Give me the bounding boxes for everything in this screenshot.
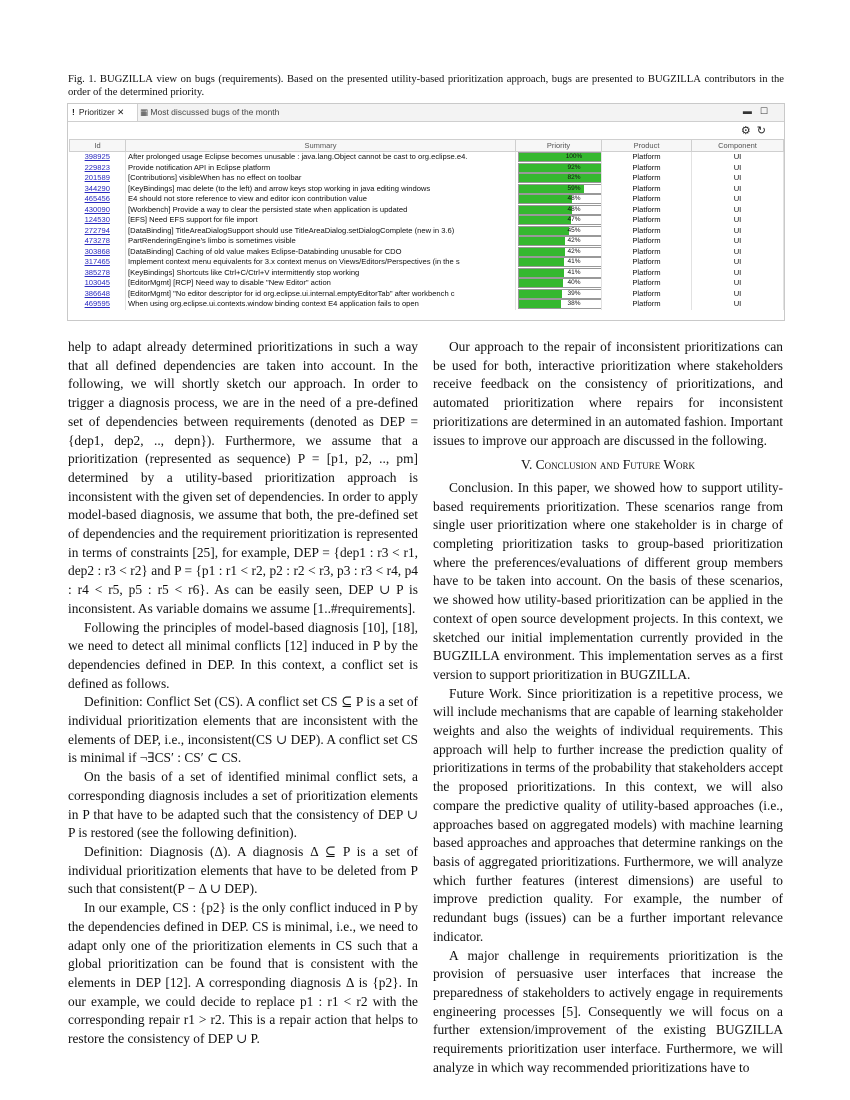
priority-bar [518, 299, 602, 309]
bug-summary: [Contributions] visibleWhen has no effect on toolbar [126, 173, 516, 184]
table-row[interactable] [70, 226, 784, 237]
bug-table [69, 139, 784, 310]
bug-summary: After prolonged usage Eclipse becomes unusable : java.lang.Object cannot be cast to org.eclipse.e4. [126, 152, 516, 163]
bug-id-link[interactable]: 124530 [70, 215, 126, 226]
definition-conflict-set: Definition: Conflict Set (CS). A conflict set CS ⊆ P is a set of individual prioritization elements that are inconsistent with the elements of DEP, i.e., inconsistent(CS ∪ DEP). A conflict set CS is minimal if ¬∃CS′ : CS′ ⊂ CS. [68, 694, 418, 766]
bug-component: UI [692, 299, 784, 310]
table-row[interactable] [70, 194, 784, 205]
bugzilla-prioritizer-view [67, 103, 785, 321]
bug-summary: [Workbench] Provide a way to clear the persisted state when application is updated [126, 205, 516, 216]
bug-id-link[interactable]: 303868 [70, 247, 126, 258]
bug-component: UI [692, 257, 784, 268]
priority-cell [516, 184, 602, 195]
table-row[interactable] [70, 247, 784, 258]
table-row[interactable] [70, 268, 784, 279]
bug-product: Platform [602, 152, 692, 163]
table-row[interactable] [70, 289, 784, 300]
bug-product: Platform [602, 205, 692, 216]
bug-component: UI [692, 173, 784, 184]
priority-label: 48% [567, 205, 581, 213]
priority-label: 42% [567, 247, 581, 255]
table-row[interactable] [70, 152, 784, 163]
bug-summary: E4 should not store reference to view and editor icon contribution value [126, 194, 516, 205]
priority-bar [518, 257, 602, 267]
paragraph: A major challenge in requirements prioritization is the provision of persuasive user interfaces that increase the preparedness of stakeholders to actively engage in requirements engineering processes [5]. Consequently we will focus on a further extension/improvement of the existing BUGZILLA requirements prioritization user interface. Furthermore, we will analyze in which way recommended prioritizations have to [433, 947, 783, 1075]
priority-bar [518, 205, 602, 215]
priority-label: 41% [567, 258, 581, 266]
priority-bar [518, 268, 602, 278]
priority-label: 39% [567, 289, 581, 297]
bug-summary: [KeyBindings] mac delete (to the left) and arrow keys stop working in java editing windows [126, 184, 516, 195]
table-row[interactable] [70, 257, 784, 268]
table-row[interactable] [70, 236, 784, 247]
bug-component: UI [692, 152, 784, 163]
priority-bar [518, 289, 602, 299]
priority-label: 40% [567, 279, 581, 287]
bug-component: UI [692, 226, 784, 237]
bug-product: Platform [602, 184, 692, 195]
priority-label: 38% [567, 300, 581, 308]
priority-cell [516, 289, 602, 300]
bug-summary: PartRenderingEngine's limbo is sometimes visible [126, 236, 516, 247]
table-header [70, 140, 784, 152]
bug-component: UI [692, 289, 784, 300]
right-text-column [433, 338, 783, 1077]
bug-component: UI [692, 278, 784, 289]
view-toolbar [68, 122, 784, 139]
bug-id-link[interactable]: 465456 [70, 194, 126, 205]
bug-id-link[interactable]: 344290 [70, 184, 126, 195]
bug-product: Platform [602, 173, 692, 184]
paragraph: Following the principles of model-based diagnosis [10], [18], we need to detect all minimal conflicts [12] induced in P by the dependencies defined in DEP. In this context, a conflict set is defined as follows. [68, 619, 418, 691]
paragraph: Our approach to the repair of inconsistent prioritizations can be used for both, interactive prioritization where stakeholders receive feedback on the consistency of prioritizations, and automated prioritization where repairs for inconsistent prioritizations are determined in an automated fashion. Important issues to improve our approach are discussed in the following. [433, 339, 783, 448]
bug-product: Platform [602, 278, 692, 289]
view-tab-bar [68, 104, 784, 122]
table-row[interactable] [70, 205, 784, 216]
priority-cell [516, 247, 602, 258]
figure-caption: Fig. 1. BUGZILLA view on bugs (requirements). Based on the presented utility-based prioritization approach, bugs are presented to BUGZILLA contributors in the order of the determined priority. [68, 74, 785, 98]
bug-id-link[interactable]: 469595 [70, 299, 126, 310]
table-row[interactable] [70, 184, 784, 195]
priority-cell [516, 163, 602, 174]
table-row[interactable] [70, 163, 784, 174]
priority-cell [516, 205, 602, 216]
priority-cell [516, 215, 602, 226]
priority-label: 59% [567, 184, 581, 192]
table-row[interactable] [70, 173, 784, 184]
bug-component: UI [692, 194, 784, 205]
priority-bar [518, 236, 602, 246]
priority-cell [516, 278, 602, 289]
priority-label: 45% [567, 226, 581, 234]
bug-summary: [DataBinding] Caching of old value makes Eclipse-Databinding unusable for CDO [126, 247, 516, 258]
bug-product: Platform [602, 236, 692, 247]
bug-product: Platform [602, 299, 692, 310]
bug-summary: When using org.eclipse.ui.contexts.window binding context E4 application fails to open [126, 299, 516, 310]
column-header-product[interactable]: Product [602, 140, 692, 152]
tab-most-discussed[interactable]: ▦ Most discussed bugs of the month [140, 107, 280, 117]
bug-component: UI [692, 205, 784, 216]
column-header-summary[interactable]: Summary [126, 140, 516, 152]
priority-cell [516, 236, 602, 247]
bug-product: Platform [602, 247, 692, 258]
priority-cell [516, 194, 602, 205]
refresh-icon[interactable]: ↻ [756, 125, 772, 137]
bug-product: Platform [602, 289, 692, 300]
bug-component: UI [692, 268, 784, 279]
tab-prioritizer[interactable]: ! Prioritizer ✕ [68, 104, 138, 121]
table-row[interactable] [70, 278, 784, 289]
bug-id-link[interactable]: 272794 [70, 226, 126, 237]
bug-id-link[interactable]: 103045 [70, 278, 126, 289]
definition-diagnosis: Definition: Diagnosis (Δ). A diagnosis Δ ⊆ P is a set of individual prioritization elements that have to be deleted from P such that consistent(P − Δ ∪ DEP). [68, 843, 418, 897]
paragraph: In our example, CS : {p2} is the only conflict induced in P by the dependencies defined in DEP. CS is minimal, i.e., we need to adapt only one of the prioritization elements in CS such that a global prioritization can be found that is consistent with the elements in DEP [12]. A corresponding diagnosis Δ is {p2}. In our example, we could decide to replace p1 : r1 < r2 with the corresponding repair r1 > r2. This is a repair action that helps to restore the consistency of DEP ∪ P. [68, 900, 418, 1047]
priority-cell [516, 257, 602, 268]
bug-id-link[interactable]: 317465 [70, 257, 126, 268]
priority-label: 92% [567, 163, 581, 171]
left-text-column [68, 338, 418, 1049]
bug-id-link[interactable]: 398925 [70, 152, 126, 163]
bug-product: Platform [602, 257, 692, 268]
priority-bar [518, 215, 602, 225]
bug-id-link[interactable]: 473278 [70, 236, 126, 247]
bug-component: UI [692, 247, 784, 258]
section-heading: V. Conclusion and Future Work [521, 457, 695, 473]
priority-label: 42% [567, 237, 581, 245]
list-icon: ▦ [140, 107, 149, 117]
bug-summary: [KeyBindings] Shortcuts like Ctrl+C/Ctrl+V intermittently stop working [126, 268, 516, 279]
bug-product: Platform [602, 215, 692, 226]
priority-label: 100% [565, 153, 583, 161]
priority-cell [516, 299, 602, 310]
priority-bar [518, 226, 602, 236]
bug-id-link[interactable]: 385278 [70, 268, 126, 279]
bug-component: UI [692, 163, 784, 174]
bug-component: UI [692, 215, 784, 226]
priority-icon: ! [72, 107, 75, 117]
column-header-priority[interactable]: Priority [516, 140, 602, 152]
priority-label: 48% [567, 195, 581, 203]
bug-product: Platform [602, 194, 692, 205]
bug-summary: [EditorMgmt] "No editor descriptor for id org.eclipse.ui.internal.emptyEditorTab" after workbench c [126, 289, 516, 300]
priority-label: 47% [567, 216, 581, 224]
paragraph: On the basis of a set of identified minimal conflict sets, a corresponding diagnosis includes a set of prioritization elements in P that have to be adapted such that the consistency of DEP ∪ P is restored (see the following definition). [68, 769, 418, 841]
paragraph: help to adapt already determined prioritizations in such a way that all defined dependencies are taken into account. In the following, we will shortly sketch our approach. In order to trigger a diagnosis process, we are in the need of a pre-defined set of dependencies between requirements (denoted as DEP = {dep1, dep2, .., depn}). Furthermore, we assume that a prioritization (represented as sequence) P = [p1, p2, .., pm] determined by a utility-based prioritization approach is inconsistent with the given set of dependencies. In order to apply model-based diagnosis, we assume that both, the pre-defined set of dependencies and the requirement prioritization is represented in terms of constraints [25], for example, DEP = {dep1 : r3 < r1, dep2 : r3 < r2} and P = {p1 : r1 < r2, p2 : r2 < r3, p3 : r3 < r4, p4 : r4 < r5, p5 : r5 < r6}. As can be easily seen, DEP ∪ P is inconsistent. As variable domains we assume [1..#requirements]. [68, 339, 418, 616]
priority-cell [516, 152, 602, 163]
bug-id-link[interactable]: 386648 [70, 289, 126, 300]
priority-label: 82% [567, 174, 581, 182]
bug-component: UI [692, 184, 784, 195]
priority-label: 41% [567, 268, 581, 276]
table-row[interactable] [70, 215, 784, 226]
bug-summary: [DataBinding] TitleAreaDialogSupport should use TitleAreaDialog.setDialogComplete (new in 3.6) [126, 226, 516, 237]
bug-product: Platform [602, 226, 692, 237]
priority-bar [518, 173, 602, 183]
priority-cell [516, 173, 602, 184]
priority-cell [516, 226, 602, 237]
priority-bar [518, 247, 602, 257]
bug-id-link[interactable]: 430090 [70, 205, 126, 216]
paragraph-conclusion: Conclusion. In this paper, we showed how to support utility-based requirements prioritization. These scenarios range from single user prioritization where one stakeholder is in charge of completing prioritization tasks to group-based prioritization where the preferences/evaluations of different group members have to be taken into account. On the basis of these scenarios, we showed how utility-based prioritization can be applied in the context of open source development projects. In this context, we sketched our initial implementation currently provided in the BUGZILLA environment. This implementation serves as a first version to support prioritization in BUGZILLA. [433, 479, 783, 682]
bug-summary: [EditorMgmt] [RCP] Need way to disable "New Editor" action [126, 278, 516, 289]
bug-summary: Implement context menu equivalents for 3.x context menus on Views/Editors/Perspectives (in the s [126, 257, 516, 268]
bug-product: Platform [602, 163, 692, 174]
column-header-id[interactable]: Id [70, 140, 126, 152]
window-controls [743, 106, 776, 117]
maximize-icon[interactable]: ☐ [759, 106, 776, 116]
bug-summary: Provide notification API in Eclipse platform [126, 163, 516, 174]
priority-bar [518, 163, 602, 173]
bug-id-link[interactable]: 229823 [70, 163, 126, 174]
close-icon[interactable]: ✕ [117, 107, 125, 117]
paragraph-future-work: Future Work. Since prioritization is a repetitive process, we will include mechanisms that are capable of learning stakeholder weights and also the weights of individual requirements. This approach will help to further increase the prediction quality of prioritizations in terms of the probability that stakeholders accept the proposed prioritizations. In this context, we will also compare the predictive quality of utility-based approaches (i.e., approaches based on aggregated models) with machine learning based approaches and approaches that determine rankings on the basis of aggregated prioritizations. Furthermore, we will analyze which further features (interest dimensions) are useful to improve prediction quality. For example, the number of redundant bugs (issues) can be a further important relevance indicator. [433, 685, 783, 944]
priority-bar [518, 278, 602, 288]
bug-id-link[interactable]: 201589 [70, 173, 126, 184]
table-row[interactable] [70, 299, 784, 310]
bug-component: UI [692, 236, 784, 247]
bug-product: Platform [602, 268, 692, 279]
gear-icon[interactable]: ⚙ [740, 125, 757, 137]
minimize-icon[interactable]: ▬ [742, 106, 760, 116]
column-header-component[interactable]: Component [692, 140, 784, 152]
bug-summary: [EFS] Need EFS support for file import [126, 215, 516, 226]
priority-bar [518, 152, 602, 162]
priority-cell [516, 268, 602, 279]
priority-bar [518, 194, 602, 204]
priority-bar [518, 184, 602, 194]
